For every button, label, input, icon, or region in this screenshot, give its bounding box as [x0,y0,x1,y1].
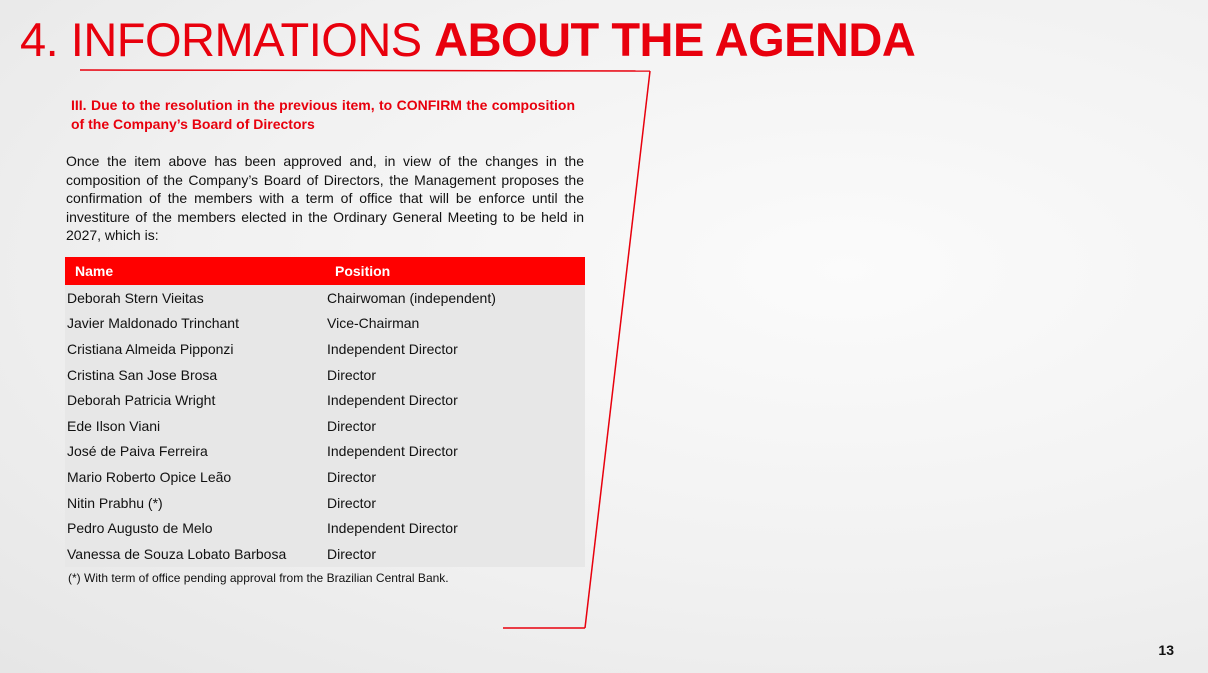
table-row [65,285,585,311]
footnote: (*) With term of office pending approval from the Brazilian Central Bank. [68,571,449,585]
agenda-item-heading: III. Due to the resolution in the previous item, to CONFIRM the composition of the Company’s Board of Directors [71,97,575,132]
member-position: Director [327,494,377,511]
column-header-name: Name [65,257,325,285]
member-name: Javier Maldonado Trinchant [67,315,239,332]
member-position: Chairwoman (independent) [327,289,496,306]
title-bold: ABOUT THE AGENDA [434,13,916,66]
table-row [65,541,585,567]
member-name: Deborah Patricia Wright [67,392,216,409]
table-row [65,311,585,337]
column-header-position: Position [325,257,585,285]
table-row [65,336,585,362]
member-name: Cristina San Jose Brosa [67,366,218,383]
table-row [65,362,585,388]
member-position: Director [327,468,377,485]
member-position: Independent Director [327,443,458,460]
agenda-item-description: Once the item above has been approved and, in view of the changes in the composition of the Company’s Board of Directors, the Management proposes the confirmation of the members with a term of office that will be enforce until the investiture of the members elected in the Ordinary General Meeting to be held in 2027, which is: [66,153,584,243]
member-position: Independent Director [327,340,458,357]
member-name: Pedro Augusto de Melo [67,520,213,537]
member-position: Director [327,366,377,383]
table-row [65,490,585,516]
page-number: 13 [1158,642,1174,658]
frame-top-line [80,70,650,71]
member-name: Nitin Prabhu (*) [67,494,163,511]
table-header-row [65,257,585,285]
member-position: Director [327,417,377,434]
title-light: INFORMATIONS [70,13,422,66]
member-name: Ede Ilson Viani [67,417,161,434]
table-row [65,439,585,465]
title-number: 4. [20,13,59,66]
member-name: Deborah Stern Vieitas [67,289,204,306]
member-position: Independent Director [327,392,458,409]
member-position: Independent Director [327,520,458,537]
member-name: Mario Roberto Opice Leão [67,468,232,485]
member-name: José de Paiva Ferreira [67,443,208,460]
table-row [65,515,585,541]
board-of-directors-table [65,257,585,567]
page-title [20,10,915,70]
table-row [65,387,585,413]
member-name: Vanessa de Souza Lobato Barbosa [67,545,287,562]
member-name: Cristiana Almeida Pipponzi [67,340,234,357]
member-position: Director [327,545,377,562]
table-row [65,464,585,490]
table-row [65,413,585,439]
frame-slant-line [585,71,650,628]
member-position: Vice-Chairman [327,315,420,332]
